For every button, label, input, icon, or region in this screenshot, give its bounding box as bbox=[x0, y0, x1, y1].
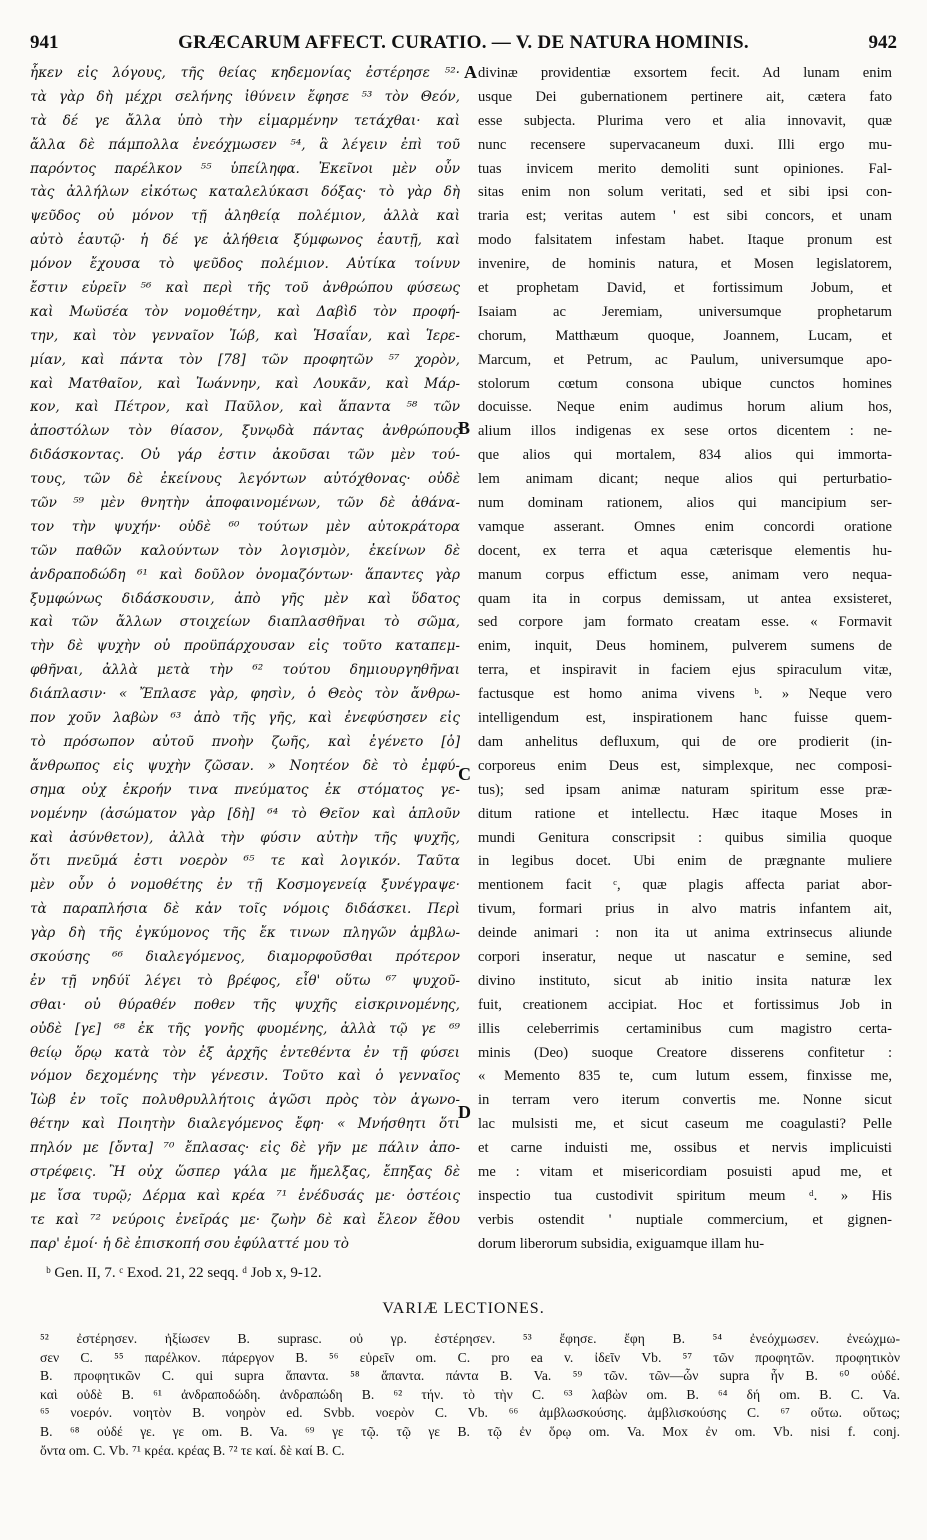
latin-text-column bbox=[478, 62, 892, 1257]
greek-text-line: τὰ δέ γε ἄλλα ὑπὸ τὴν εἱμαρμένην τετάχθαι· καὶ bbox=[30, 112, 460, 129]
latin-text-line: modo falsitatem infestam habet. Itaque pronum est bbox=[478, 232, 892, 249]
greek-text-line: θείῳ ὅρῳ κατὰ τὸν ἐξ ἀρχῆς ἐντεθέντα ἐν τῇ φύσει bbox=[30, 1044, 460, 1061]
greek-text-line: μὲν οὖν ὁ νομοθέτης ἐν τῇ Κοσμογενείᾳ ξυνέγραψε· bbox=[30, 877, 460, 894]
latin-text-line: inspectio tua custodivit spiritum meum ᵈ. » His bbox=[478, 1187, 892, 1204]
greek-text-line: οὐδὲ [γε] ⁶⁸ ἐκ τῆς γονῆς φυομένης, ἀλλὰ τῷ γε ⁶⁹ bbox=[30, 1020, 460, 1037]
greek-text-line: Ἰὼβ ἐν τοῖς πολυθρυλλήτοις ἀγῶσι πρὸς τὸν ἀγωνο- bbox=[30, 1092, 460, 1109]
greek-text-line: ἐν τῇ νηδύϊ λέγει τὸ βρέφος, εἶθ' οὕτω ⁶⁷ ψυχοῦ- bbox=[30, 972, 460, 989]
latin-text-line: dorum liberorum subsidia, exiguamque illam hu- bbox=[478, 1235, 765, 1252]
greek-text-line: ἄνθρωπος εἰς ψυχὴν ζῶσαν. » Νοητέον δὲ τὸ ἐμφύ- bbox=[30, 757, 460, 774]
greek-text-line: τὴν δὲ ψυχὴν οὐ προϋπάρχουσαν εἰς τοῦτο καταπεμ- bbox=[30, 638, 460, 655]
variant-line: καὶ οὐδὲ B. ⁶¹ ἀνδραποδώδη. ἀνδραπώδη B. ⁶² τήν. τὸ τὴν C. ⁶³ λαβὼν om. B. ⁶⁴ δή om. B. C. Va. bbox=[40, 1386, 900, 1402]
greek-text-line: τὰ παραπλήσια δὲ κἀν τοῖς νόμοις διδάσκει. Περὶ bbox=[30, 901, 460, 918]
greek-text-line: ἄλλα δὲ πάμπολλα ἐνεόχμωσεν ⁵⁴, ἃ λέγειν ἐπὶ τοῦ bbox=[30, 136, 460, 153]
latin-text-line: sed corpore jam formato creatam esse. « Formavit bbox=[478, 614, 892, 631]
greek-text-line: ἀνδραποδώδη ⁶¹ καὶ δοῦλον ὀνομαζόντων· ἅπαντες γὰρ bbox=[30, 566, 460, 583]
latin-text-line: chorum, Matthæum quoque, Joannem, Lucam, et bbox=[478, 327, 892, 344]
latin-text-line: minis (Deo) suoque Creatore disserens confitetur : bbox=[478, 1044, 892, 1061]
greek-text-line: τον τὴν ψυχήν· οὐδὲ ⁶⁰ τούτων μὲν αὐτοκράτορα bbox=[30, 518, 460, 535]
page-number-left: 941 bbox=[30, 32, 59, 53]
variant-readings bbox=[40, 1330, 900, 1460]
latin-text-line: mundi Genitura conscripsit : quibus similia quoque bbox=[478, 829, 892, 846]
greek-text-line: καὶ τῶν ἄλλων στοιχείων διαπλασθῆναι τὸ σῶμα, bbox=[30, 614, 460, 631]
latin-text-line: lem animam dicant; neque alios qui perturbatio- bbox=[478, 471, 892, 488]
section-marker-c: C bbox=[458, 764, 471, 784]
running-title: GRÆCARUM AFFECT. CURATIO. — V. DE NATURA HOMINIS. bbox=[178, 32, 749, 53]
latin-text-line: corpori inseratur, neque ut nascatur e semine, sed bbox=[478, 948, 892, 965]
latin-text-line: tuas invicem merito demoliti sunt opiniones. Fal- bbox=[478, 160, 892, 177]
latin-text-line: Marcum, et Petrum, ac Paulum, universumque apo- bbox=[478, 351, 892, 368]
greek-text-line: τῶν ⁵⁹ μὲν θνητὴν ἀποφαινομένων, τῶν δὲ ἀθάνα- bbox=[30, 495, 460, 512]
greek-text-line: καὶ Ματθαῖον, καὶ Ἰωάννην, καὶ Λουκᾶν, καὶ Μάρ- bbox=[30, 375, 460, 392]
latin-text-line: manum corpus effictum esse, animam vero nequa- bbox=[478, 566, 892, 583]
greek-text-column bbox=[30, 62, 460, 1257]
greek-text-line: διάπλασιν· « Ἔπλασε γὰρ, φησὶν, ὁ Θεὸς τὸν ἄνθρω- bbox=[30, 686, 460, 703]
latin-text-line: nunc recensere supervacaneum duxi. Illi ergo mu- bbox=[478, 136, 892, 153]
latin-text-line: tivum, formari prius in alvo matris infantem ait, bbox=[478, 901, 892, 918]
greek-text-line: ξυμφώνως διδάσκουσιν, ἀπὸ γῆς μὲν καὶ ὕδατος bbox=[30, 590, 460, 607]
latin-text-line: me : vitam et misericordiam posuisti apud me, et bbox=[478, 1163, 892, 1180]
latin-text-line: intelligendum est, inspirationem hanc fuisse quem- bbox=[478, 710, 892, 727]
greek-text-line: νόμον δεχομένης τὴν γένεσιν. Τοῦτο καὶ ὁ γενναῖος bbox=[30, 1068, 460, 1085]
greek-text-line: μίαν, καὶ πάντα τὸν [78] τῶν προφητῶν ⁵⁷ χορὸν, bbox=[30, 351, 460, 368]
greek-text-line: σκούσης ⁶⁶ διαλεγόμενος, διαμορφοῦσθαι πρότερον bbox=[30, 948, 460, 965]
latin-text-line: et carne induisti me, ossibus et nervis implicuisti bbox=[478, 1140, 892, 1157]
page-header bbox=[30, 32, 897, 58]
latin-text-line: lac mulsisti me, et sicut caseum me coagulasti? Pelle bbox=[478, 1116, 892, 1133]
latin-text-line: traria est; veritas autem ' est sibi concors, et unam bbox=[478, 208, 892, 225]
greek-text-line: σημα οὐχ ἐκροήν τινα πνεύματος ἐκ στόματος γε- bbox=[30, 781, 460, 798]
latin-text-line: factusque est homo anima vivens ᵇ. » Neque vero bbox=[478, 686, 892, 703]
latin-text-line: verbis ostendit ' nuptiale commercium, et gignen- bbox=[478, 1211, 892, 1228]
latin-text-line: que alios qui mortalem, 834 alios qui immorta- bbox=[478, 447, 892, 464]
latin-text-line: docent, ex terra et aqua cæterisque elementis hu- bbox=[478, 542, 892, 559]
variant-line: B. ⁶⁸ οὐδέ γε. γε om. B. Va. ⁶⁹ γε τῷ. τῷ γε B. τῷ ἐν ὅρῳ om. Va. Mox ἐν om. Vb. nisi f. conj. bbox=[40, 1423, 900, 1439]
latin-text-line: deinde animari : non ita ut anima extrinsecus aliunde bbox=[478, 925, 892, 942]
latin-text-line: num dominam rationem, alios qui mancipium ser- bbox=[478, 495, 892, 512]
latin-text-line: alium illos indigenas ex sese ortos dicentem : ne- bbox=[478, 423, 892, 440]
latin-text-line: in legibus docet. Ubi enim de prægnante muliere bbox=[478, 853, 892, 870]
variae-lectiones-heading: VARIÆ LECTIONES. bbox=[382, 1300, 545, 1317]
greek-text-line: διδάσκοντας. Οὐ γάρ ἐστιν ἀκοῦσαι τῶν μὲν τού- bbox=[30, 447, 460, 464]
variant-line: ὄντα om. C. Vb. ⁷¹ κρέα. κρέας B. ⁷² τε καί. δὲ καί B. C. bbox=[40, 1442, 345, 1458]
greek-text-line: ὅτι πνεῦμά ἐστι νοερὸν ⁶⁵ τε καὶ λογικόν. Ταῦτα bbox=[30, 853, 460, 870]
greek-text-line: παρόντος παρέλκον ⁵⁵ ὑπείληφα. Ἐκεῖνοι μὲν οὖν bbox=[30, 160, 460, 177]
greek-text-line: την, καὶ τὸν γενναῖον Ἰώβ, καὶ Ἡσαΐαν, καὶ Ἱερε- bbox=[30, 327, 460, 344]
latin-text-line: terra, et inspiravit in faciem ejus spiraculum vitæ, bbox=[478, 662, 892, 679]
greek-text-line: ἔστιν εὑρεῖν ⁵⁶ καὶ περὶ τῆς τοῦ ἀνθρώπου φύσεως bbox=[30, 280, 460, 297]
greek-text-line: πον χοῦν λαβὼν ⁶³ ἀπὸ τῆς γῆς, καὶ ἐνεφύσησεν εἰς bbox=[30, 710, 460, 727]
greek-text-line: μόνον ἔχουσα τὸ ψεῦδος πολέμιον. Αὐτίκα τοίνυν bbox=[30, 256, 460, 273]
page-number-right: 942 bbox=[868, 32, 897, 53]
variant-line: ⁵² ἐστέρησεν. ἠξίωσεν B. suprasc. οὐ γρ. ἐστέρησεν. ⁵³ ἔφησε. ἔφη B. ⁵⁴ ἐνεόχμωσεν. ἐνεώχμω- bbox=[40, 1331, 900, 1346]
latin-text-line: dam anhelitus defluxum, qui de ore prodierit (in- bbox=[478, 733, 892, 750]
latin-text-line: tus); sed ipsam animæ naturam spiritum esse præ- bbox=[478, 781, 892, 798]
greek-text-line: τῶν παθῶν καλούντων τὸν λογισμὸν, ἐκείνων δὲ bbox=[30, 542, 460, 559]
footnotes: ᵇ Gen. II, 7. ᶜ Exod. 21, 22 seqq. ᵈ Job x, 9-12. bbox=[46, 1265, 322, 1281]
latin-text-line: quam ita in corpus demissam, ut antea exsisteret, bbox=[478, 590, 892, 607]
greek-text-line: ἧκεν εἰς λόγους, τῆς θείας κηδεμονίας ἐστέρησε ⁵²· bbox=[30, 65, 460, 81]
latin-text-line: corporeus enim Deus est, simplexque, nec composi- bbox=[478, 757, 892, 774]
greek-text-line: πηλόν με [ὄντα] ⁷⁰ ἔπλασας· εἰς δὲ γῆν με πάλιν ἀπο- bbox=[30, 1140, 460, 1157]
greek-text-line: στρέφεις. Ἢ οὐχ ὥσπερ γάλα με ἤμελξας, ἔπηξας δὲ bbox=[30, 1163, 460, 1180]
variant-line: ⁶⁵ νοερόν. νοητὸν B. νοηρὸν ed. Svbb. νοερὸν C. Vb. ⁶⁶ ἀμβλωσκούσης. ἀμβλισκούσης C. ⁶⁷ οὕτω. οὕτως; bbox=[40, 1405, 900, 1421]
greek-text-line: τε καὶ ⁷² νεύροις ἐνεῖράς με· ζωὴν δὲ καὶ ἔλεον ἔθου bbox=[30, 1211, 460, 1228]
greek-text-line: ψεῦδος οὐ μόνον τῇ ἀληθείᾳ πολέμιον, ἀλλὰ καὶ bbox=[30, 208, 460, 225]
latin-text-line: divinæ providentiæ exsortem fecit. Ad lunam enim bbox=[478, 65, 892, 81]
latin-text-line: docuisse. Neque enim audimus horum alium hos, bbox=[478, 399, 892, 416]
latin-text-line: in terram vero iterum convertis me. Nonne sicut bbox=[478, 1092, 892, 1109]
latin-text-line: ditum ratione et intellectu. Hæc itaque Moses in bbox=[478, 805, 892, 822]
variant-line: B. προφητικῶν C. qui supra ἅπαντα. ⁵⁸ ἅπαντα. πάντα B. Va. ⁵⁹ τῶν. τῶν—ὧν supra ἦν B. ⁶⁰ οὐδέ. bbox=[40, 1368, 900, 1384]
latin-text-line: divino instituto, sicut ab initio insita naturæ lex bbox=[478, 972, 892, 989]
greek-text-line: σθαι· οὐ θύραθέν ποθεν τῆς ψυχῆς εἰσκρινομένης, bbox=[30, 996, 460, 1013]
latin-text-line: invenire, de hominis natura, et Mosen legislatorem, bbox=[478, 256, 892, 273]
latin-text-line: Isaiam ac Jeremiam, universumque prophetarum bbox=[478, 303, 892, 320]
greek-text-line: κον, καὶ Πέτρον, καὶ Παῦλον, καὶ ἅπαντα ⁵⁸ τῶν bbox=[30, 399, 460, 416]
latin-text-line: sitas enim non solum veritati, sed et sibi ipsi con- bbox=[478, 184, 892, 201]
latin-text-line: et prophetam David, et fortissimum Jobum, et bbox=[478, 280, 892, 297]
section-marker-a: A bbox=[464, 62, 477, 82]
latin-text-line: enim, inquit, Deus hominem, pulverem sumens de bbox=[478, 638, 892, 655]
greek-text-line: τὰ γὰρ δὴ μέχρι σελήνης ἰθύνειν ἔφησε ⁵³ τὸν Θεόν, bbox=[30, 88, 460, 105]
greek-text-line: γὰρ δὴ τῆς ἐγκύμονος τῆς ἔκ τινων πληγῶν ἀμβλω- bbox=[30, 925, 460, 942]
latin-text-line: stolorum cœtum consona ubique cunctos homines bbox=[478, 375, 892, 392]
greek-text-line: παρ' ἐμοί· ἡ δὲ ἐπισκοπή σου ἐφύλαττέ μου τὸ bbox=[30, 1235, 349, 1252]
latin-text-line: illis celeberrimis certaminibus cum magistro certa- bbox=[478, 1020, 892, 1037]
latin-text-line: mentionem facit ᶜ, quæ plagis affecta pariat abor- bbox=[478, 877, 892, 894]
greek-text-line: νομένην (ἀσώματον γὰρ [δὴ] ⁶⁴ τὸ Θεῖον καὶ ἁπλοῦν bbox=[30, 805, 460, 822]
greek-text-line: θέτην καὶ Ποιητὴν διαλεγόμενος ἔφη· « Μνήσθητι ὅτι bbox=[30, 1116, 460, 1133]
greek-text-line: τὸ πρόσωπον αὐτοῦ πνοὴν ζωῆς, καὶ ἐγένετο [ὁ] bbox=[30, 733, 460, 750]
greek-text-line: καὶ Μωϋσέα τὸν νομοθέτην, καὶ Δαβὶδ τὸν προφή- bbox=[30, 303, 460, 320]
section-marker-b: B bbox=[458, 418, 471, 438]
greek-text-line: τὰς ἀλλήλων εἰκότως καταλελύκασι δόξας· τὸ γὰρ δὴ bbox=[30, 184, 460, 201]
greek-text-line: τους, τῶν δὲ ἐκείνους λεγόντων αὐτόχθονας· οὐδὲ bbox=[30, 471, 460, 488]
latin-text-line: usque Dei gubernationem pertinere ait, cætera fato bbox=[478, 88, 892, 105]
variant-line: σεν C. ⁵⁵ παρέλκον. πάρεργον B. ⁵⁶ εὑρεῖν om. C. pro ea v. ἰδεῖν Vb. ⁵⁷ τῶν προφητῶν. προφητικὸν bbox=[40, 1349, 900, 1365]
greek-text-line: αὐτὸ ἑαυτῷ· ἡ δέ γε ἀλήθεια ξύμφωνος ἑαυτῇ, καὶ bbox=[30, 232, 460, 249]
section-marker-d: D bbox=[458, 1102, 471, 1122]
greek-text-line: καὶ ἀσύνθετον), ἀλλὰ τὴν φύσιν αὐτὴν τῆς ψυχῆς, bbox=[30, 829, 460, 846]
latin-text-line: esse subjecta. Plurima vero et alia innovavit, quæ bbox=[478, 112, 892, 129]
latin-text-line: « Memento 835 te, cum lutum essem, finxisse me, bbox=[478, 1068, 892, 1085]
greek-text-line: φθῆναι, ἀλλὰ μετὰ τὴν ⁶² τούτου δημιουργηθῆναι bbox=[30, 662, 460, 679]
greek-text-line: ἀποστόλων τὸν θίασον, ξυνῳδὰ πάντας ἀνθρώπους bbox=[30, 423, 460, 440]
latin-text-line: vamque asserant. Omnes enim concordi oratione bbox=[478, 518, 892, 535]
latin-text-line: fuit, creationem accipiat. Hoc et fortissimus Job in bbox=[478, 996, 892, 1013]
greek-text-line: με ἴσα τυρῷ; Δέρμα καὶ κρέα ⁷¹ ἐνέδυσάς με· ὀστέοις bbox=[30, 1187, 460, 1204]
